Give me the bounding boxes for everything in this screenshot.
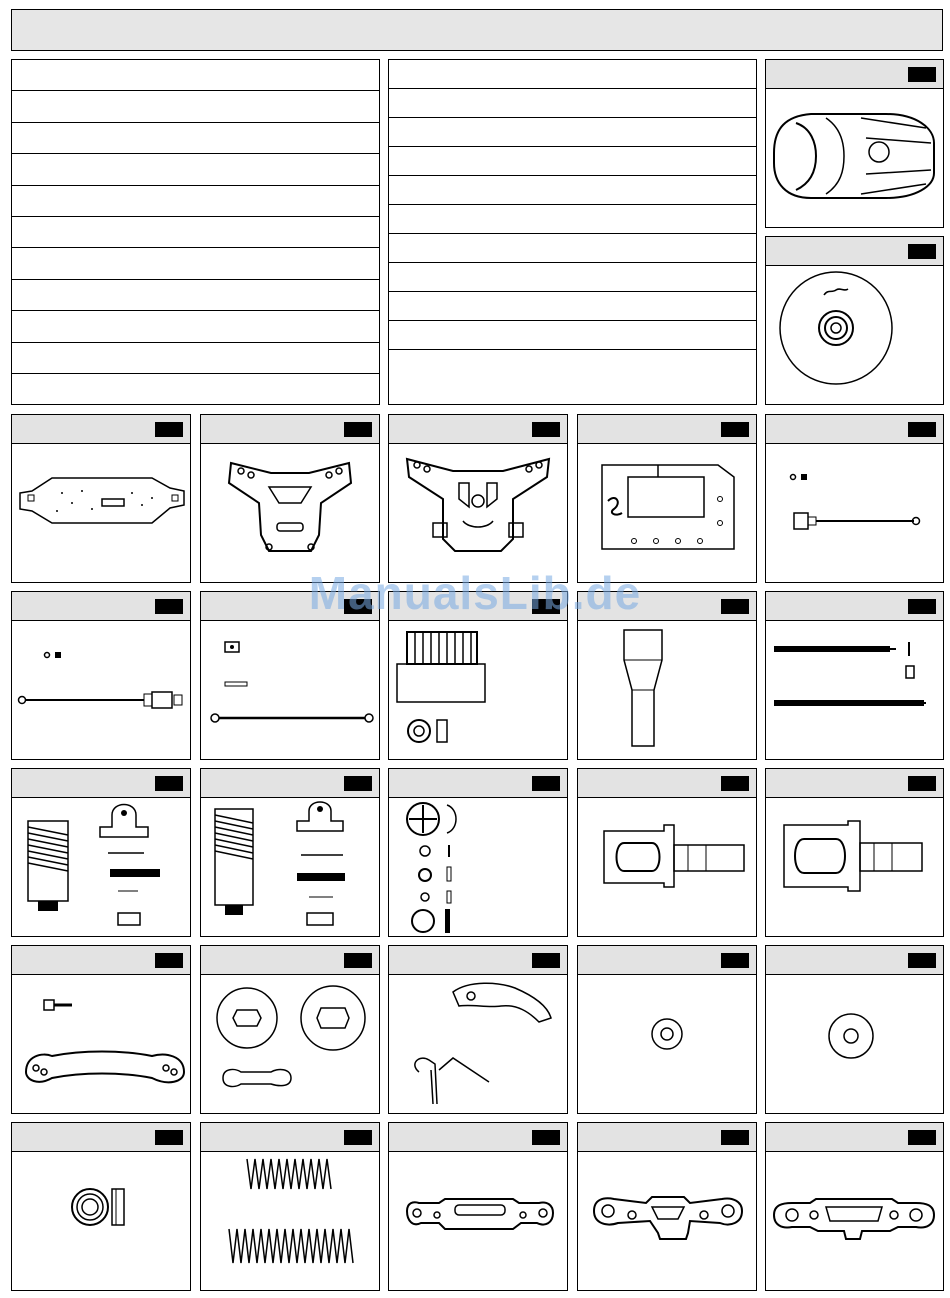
table-row — [389, 176, 756, 205]
part-card-drive-shaft-b — [11, 591, 191, 760]
part-number-tag — [344, 1130, 372, 1145]
part-card-rear-shock-tower — [388, 414, 568, 583]
part-number-tag — [344, 953, 372, 968]
turnbuckle-icon — [766, 620, 943, 759]
part-card-radio-plate — [577, 414, 757, 583]
parts-table-left — [11, 59, 380, 405]
part-number-tag — [721, 953, 749, 968]
table-row — [12, 217, 379, 248]
table-row — [389, 205, 756, 234]
arm-mount-icon — [766, 1151, 943, 1290]
part-number-tag — [721, 599, 749, 614]
part-number-tag — [155, 599, 183, 614]
part-card-axle-carrier-b — [765, 768, 944, 937]
radio-plate-icon — [578, 443, 756, 582]
part-card-shock-tool — [577, 591, 757, 760]
part-number-tag — [908, 422, 936, 437]
part-number-tag — [155, 422, 183, 437]
table-row — [389, 350, 756, 376]
car-body-shell-icon — [766, 88, 943, 227]
table-row — [389, 234, 756, 263]
table-row — [389, 263, 756, 292]
wing-mount-icon — [389, 974, 567, 1113]
part-number-tag — [721, 776, 749, 791]
part-card-drive-shaft-a — [765, 414, 944, 583]
table-row — [12, 123, 379, 154]
chassis-brace-icon — [12, 974, 190, 1113]
bearing-icon — [12, 1151, 190, 1290]
part-number-tag — [721, 1130, 749, 1145]
part-card-axle-carrier-a — [577, 768, 757, 937]
table-row — [12, 154, 379, 185]
part-number-tag — [344, 599, 372, 614]
part-number-tag — [532, 422, 560, 437]
table-row — [12, 374, 379, 404]
table-row — [389, 292, 756, 321]
part-card-chassis-plate — [11, 414, 191, 583]
table-row — [389, 60, 756, 89]
washer-icon — [766, 974, 943, 1113]
part-card-front-shock-tower — [200, 414, 380, 583]
part-number-tag — [155, 776, 183, 791]
table-row — [12, 280, 379, 311]
part-number-tag — [155, 953, 183, 968]
table-row — [12, 311, 379, 342]
rear-shock-tower-icon — [389, 443, 567, 582]
wheel-disc-icon — [766, 265, 943, 404]
table-row — [389, 147, 756, 176]
shock-piston-icon — [389, 797, 567, 936]
arm-mount-icon — [389, 1151, 567, 1290]
table-row — [12, 186, 379, 217]
part-card-shock-set-b — [200, 768, 380, 937]
part-number-tag — [532, 953, 560, 968]
part-number-tag — [908, 67, 936, 82]
part-card-washer-small — [577, 945, 757, 1114]
part-card-springs — [200, 1122, 380, 1291]
part-number-tag — [908, 953, 936, 968]
table-row — [12, 248, 379, 279]
part-card-chassis-brace — [11, 945, 191, 1114]
part-number-tag — [908, 599, 936, 614]
part-card-wheel-disc — [765, 236, 944, 405]
part-card-wing-mount — [388, 945, 568, 1114]
part-card-shock-parts — [388, 768, 568, 937]
part-card-bearing — [11, 1122, 191, 1291]
part-number-tag — [532, 599, 560, 614]
part-card-steering-link — [200, 591, 380, 760]
shock-tool-icon — [578, 620, 756, 759]
drive-shaft-icon — [766, 443, 943, 582]
table-row — [389, 118, 756, 147]
table-row — [12, 343, 379, 374]
steering-link-icon — [201, 620, 379, 759]
arm-mount-icon — [578, 1151, 756, 1290]
front-shock-tower-icon — [201, 443, 379, 582]
table-row — [12, 60, 379, 91]
spring-icon — [201, 1151, 379, 1290]
axle-carrier-icon — [578, 797, 756, 936]
part-number-tag — [908, 776, 936, 791]
shock-body-icon — [12, 797, 190, 936]
part-card-turnbuckles — [765, 591, 944, 760]
part-number-tag — [908, 1130, 936, 1145]
part-number-tag — [532, 776, 560, 791]
drive-shaft-icon — [12, 620, 190, 759]
part-card-body-shell — [765, 59, 944, 228]
chassis-plate-icon — [12, 443, 190, 582]
part-card-arm-mount-b — [577, 1122, 757, 1291]
part-card-washer-large — [765, 945, 944, 1114]
brake-disc-icon — [201, 974, 379, 1113]
washer-icon — [578, 974, 756, 1113]
title-bar — [11, 9, 943, 51]
table-row — [389, 321, 756, 350]
part-card-brake-discs — [200, 945, 380, 1114]
part-number-tag — [721, 422, 749, 437]
part-card-arm-mount-a — [388, 1122, 568, 1291]
part-number-tag — [344, 776, 372, 791]
watermark: ManualsLib.de — [308, 567, 642, 619]
part-number-tag — [908, 244, 936, 259]
part-card-spur-gear — [388, 591, 568, 760]
table-row — [12, 91, 379, 122]
part-number-tag — [344, 422, 372, 437]
shock-body-icon — [201, 797, 379, 936]
part-card-shock-set-a — [11, 768, 191, 937]
part-card-arm-mount-c — [765, 1122, 944, 1291]
spur-gear-icon — [389, 620, 567, 759]
parts-table-right — [388, 59, 757, 405]
axle-carrier-icon — [766, 797, 943, 936]
table-row — [389, 89, 756, 118]
part-number-tag — [532, 1130, 560, 1145]
part-number-tag — [155, 1130, 183, 1145]
